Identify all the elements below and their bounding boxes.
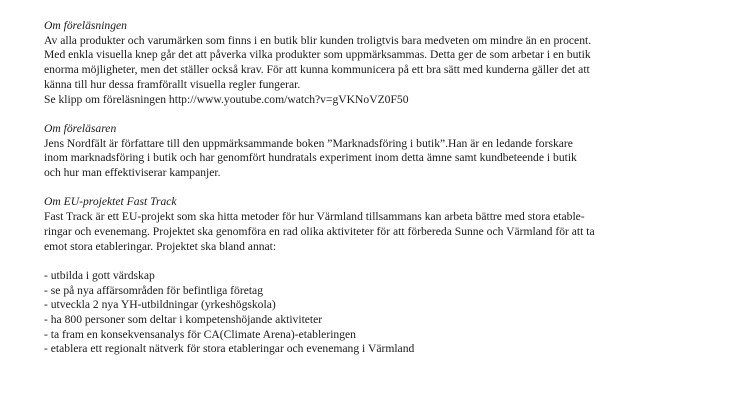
text-line: känna till hur dessa framförallt visuella regler fungerar.: [44, 77, 301, 91]
section-heading: Om EU-projektet Fast Track: [44, 195, 177, 209]
text-line: och hur man effektiviserar kampanjer.: [44, 166, 221, 180]
project-goals-list: [44, 269, 734, 357]
text-line: ringar och evenemang. Projektet ska genomföra en rad olika aktiviteter för att förbereda Sunne och Värmland för att ta: [44, 224, 595, 238]
list-item: - se på nya affärsområden för befintliga företag: [44, 283, 264, 297]
text-line: Med enkla visuella knep går det att påverka vilka produkter som uppmärksammas. Detta ger de som arbetar i en butik: [44, 48, 591, 62]
list-item: - utveckla 2 nya YH-utbildningar (yrkeshögskola): [44, 298, 276, 312]
text-line: enorma möjligheter, men det ställer också krav. För att kunna kommunicera på ett bra sätt med kunderna gäller det att: [44, 63, 590, 77]
text-line: Av alla produkter och varumärken som finns i en butik blir kunden troligtvis bara medveten om mindre än en procent.: [44, 33, 592, 47]
section-fast-track: [44, 195, 734, 254]
section-heading: Om föreläsaren: [44, 121, 117, 135]
list-item: - utbilda i gott värdskap: [44, 268, 155, 282]
text-line: Fast Track är ett EU-projekt som ska hitta metoder för hur Värmland tillsammans kan arbeta bättre med stora etable-: [44, 210, 585, 224]
list-item: - ha 800 personer som deltar i kompetenshöjande aktiviteter: [44, 313, 323, 327]
document-page: [44, 19, 734, 357]
list-item: - etablera ett regionalt nätverk för stora etableringar och evenemang i Värmland: [44, 342, 415, 356]
section-lecture: [44, 19, 734, 107]
section-lecturer: [44, 122, 734, 181]
text-line: Jens Nordfält är författare till den uppmärksammande boken ”Marknadsföring i butik”.Han är en ledande forskare: [44, 136, 573, 150]
section-heading: Om föreläsningen: [44, 19, 127, 32]
video-link-line[interactable]: Se klipp om föreläsningen http://www.youtube.com/watch?v=gVKNoVZ0F50: [44, 92, 409, 106]
text-line: inom marknadsföring i butik och har genomfört hundratals experiment inom detta ämne samt kundbeteende i butik: [44, 151, 577, 165]
list-item: - ta fram en konsekvensanalys för CA(Climate Arena)-etableringen: [44, 327, 356, 341]
text-line: emot stora etableringar. Projektet ska bland annat:: [44, 239, 277, 253]
